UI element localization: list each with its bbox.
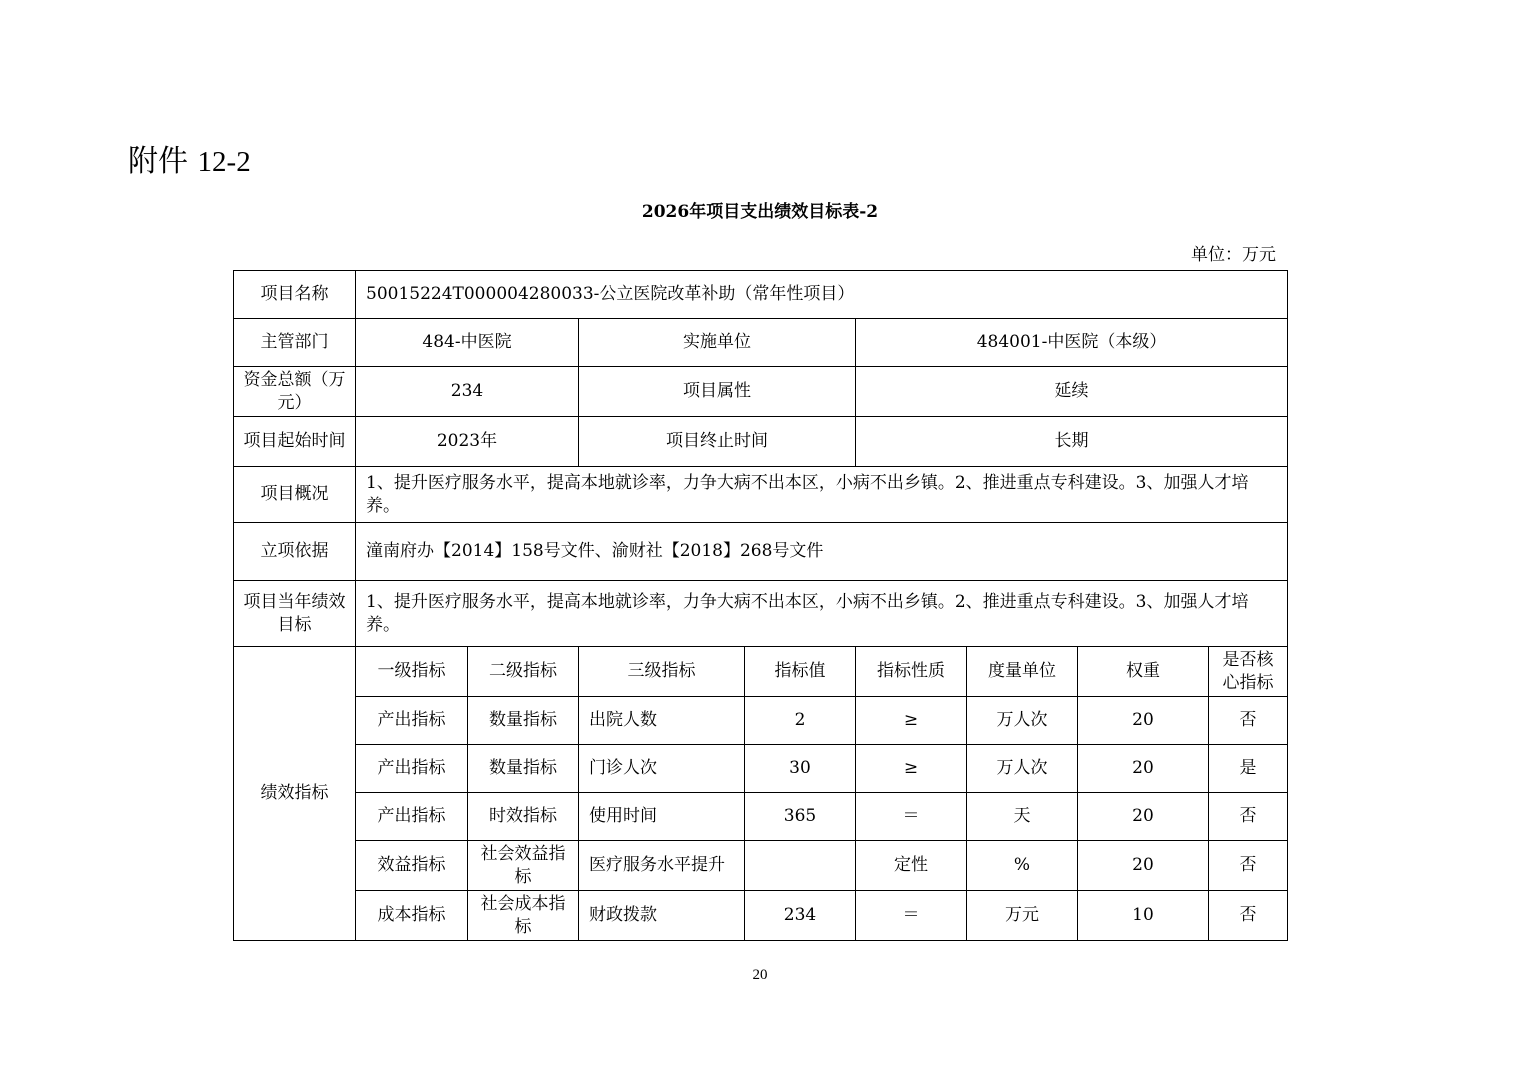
header-unit: 度量单位 xyxy=(967,647,1078,697)
impl-value: 484001-中医院（本级） xyxy=(856,319,1288,367)
header-core: 是否核心指标 xyxy=(1209,647,1288,697)
header-level2: 二级指标 xyxy=(468,647,579,697)
value-cell: 365 xyxy=(745,793,856,841)
row-overview xyxy=(234,467,1288,523)
level3-cell: 出院人数 xyxy=(579,697,745,745)
level3-cell: 门诊人次 xyxy=(579,745,745,793)
unit-cell: 万人次 xyxy=(967,697,1078,745)
core-cell: 是 xyxy=(1209,745,1288,793)
level1-cell: 效益指标 xyxy=(356,841,468,891)
level1-cell: 产出指标 xyxy=(356,793,468,841)
nature-cell: ≥ xyxy=(856,697,967,745)
indicator-row xyxy=(234,891,1288,941)
attachment-label xyxy=(128,142,251,182)
attachment-number: 12-2 xyxy=(197,146,251,178)
header-nature: 指标性质 xyxy=(856,647,967,697)
header-value: 指标值 xyxy=(745,647,856,697)
page-number: 20 xyxy=(752,967,768,983)
dept-value: 484-中医院 xyxy=(356,319,579,367)
value-cell: 30 xyxy=(745,745,856,793)
goal-label: 项目当年绩效目标 xyxy=(234,581,356,647)
weight-cell: 20 xyxy=(1078,841,1209,891)
level1-cell: 成本指标 xyxy=(356,891,468,941)
level2-cell: 时效指标 xyxy=(468,793,579,841)
row-fund xyxy=(234,367,1288,417)
row-project-name xyxy=(234,271,1288,319)
nature-cell: ＝ xyxy=(856,793,967,841)
fund-label: 资金总额（万元） xyxy=(234,367,356,417)
level2-cell: 社会效益指标 xyxy=(468,841,579,891)
start-label: 项目起始时间 xyxy=(234,417,356,467)
indicator-header-row xyxy=(234,647,1288,697)
weight-cell: 20 xyxy=(1078,697,1209,745)
level1-cell: 产出指标 xyxy=(356,745,468,793)
value-cell xyxy=(745,841,856,891)
value-cell: 2 xyxy=(745,697,856,745)
performance-target-table xyxy=(233,270,1288,941)
core-cell: 否 xyxy=(1209,793,1288,841)
nature-cell: ＝ xyxy=(856,891,967,941)
weight-cell: 20 xyxy=(1078,793,1209,841)
unit-cell: 万元 xyxy=(967,891,1078,941)
level2-cell: 数量指标 xyxy=(468,745,579,793)
project-name-value: 50015224T000004280033-公立医院改革补助（常年性项目） xyxy=(356,271,1288,319)
row-department xyxy=(234,319,1288,367)
unit-label: 单位：万元 xyxy=(1191,245,1276,265)
start-value: 2023年 xyxy=(356,417,579,467)
value-cell: 234 xyxy=(745,891,856,941)
goal-value: 1、提升医疗服务水平，提高本地就诊率，力争大病不出本区，小病不出乡镇。2、推进重点专科建设。3、加强人才培养。 xyxy=(356,581,1288,647)
row-period xyxy=(234,417,1288,467)
impl-label: 实施单位 xyxy=(579,319,856,367)
core-cell: 否 xyxy=(1209,697,1288,745)
row-basis xyxy=(234,523,1288,581)
fund-value: 234 xyxy=(356,367,579,417)
unit-cell: 万人次 xyxy=(967,745,1078,793)
unit-cell: 天 xyxy=(967,793,1078,841)
basis-value: 潼南府办【2014】158号文件、渝财社【2018】268号文件 xyxy=(356,523,1288,581)
core-cell: 否 xyxy=(1209,891,1288,941)
level3-cell: 财政拨款 xyxy=(579,891,745,941)
weight-cell: 20 xyxy=(1078,745,1209,793)
indicator-row xyxy=(234,745,1288,793)
level3-cell: 使用时间 xyxy=(579,793,745,841)
attr-label: 项目属性 xyxy=(579,367,856,417)
project-name-label: 项目名称 xyxy=(234,271,356,319)
header-weight: 权重 xyxy=(1078,647,1209,697)
overview-value: 1、提升医疗服务水平，提高本地就诊率，力争大病不出本区，小病不出乡镇。2、推进重点专科建设。3、加强人才培养。 xyxy=(356,467,1288,523)
level3-cell: 医疗服务水平提升 xyxy=(579,841,745,891)
level2-cell: 数量指标 xyxy=(468,697,579,745)
document-title: 2026年项目支出绩效目标表-2 xyxy=(641,202,879,222)
header-level3: 三级指标 xyxy=(579,647,745,697)
attachment-prefix: 附件 xyxy=(128,144,188,179)
level1-cell: 产出指标 xyxy=(356,697,468,745)
header-level1: 一级指标 xyxy=(356,647,468,697)
basis-label: 立项依据 xyxy=(234,523,356,581)
weight-cell: 10 xyxy=(1078,891,1209,941)
overview-label: 项目概况 xyxy=(234,467,356,523)
indicator-row xyxy=(234,697,1288,745)
row-goal xyxy=(234,581,1288,647)
dept-label: 主管部门 xyxy=(234,319,356,367)
unit-cell: % xyxy=(967,841,1078,891)
core-cell: 否 xyxy=(1209,841,1288,891)
nature-cell: 定性 xyxy=(856,841,967,891)
attr-value: 延续 xyxy=(856,367,1288,417)
end-label: 项目终止时间 xyxy=(579,417,856,467)
level2-cell: 社会成本指标 xyxy=(468,891,579,941)
indicator-row xyxy=(234,841,1288,891)
nature-cell: ≥ xyxy=(856,745,967,793)
end-value: 长期 xyxy=(856,417,1288,467)
indicators-section-label: 绩效指标 xyxy=(234,647,356,941)
indicator-row xyxy=(234,793,1288,841)
